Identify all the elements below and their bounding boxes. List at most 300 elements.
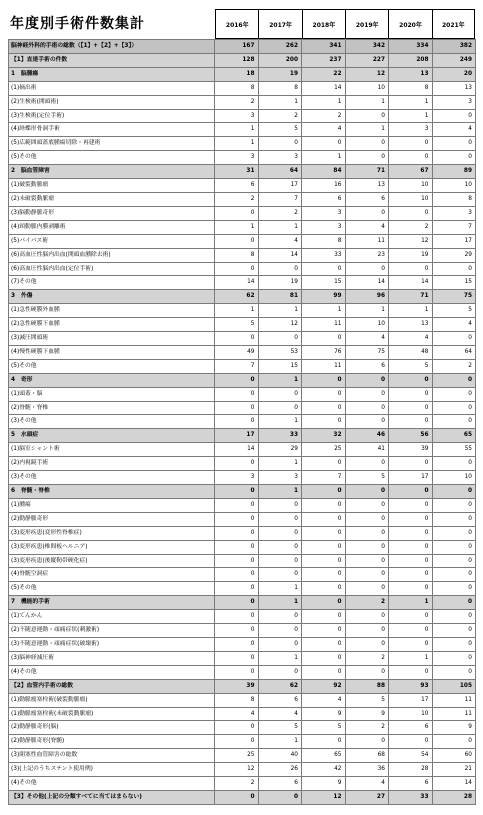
count-cell: 64 bbox=[432, 345, 476, 359]
count-cell: 0 bbox=[345, 568, 389, 582]
count-cell: 92 bbox=[302, 679, 346, 693]
count-cell: 0 bbox=[215, 262, 259, 276]
count-cell: 0 bbox=[389, 498, 433, 512]
count-cell: 32 bbox=[302, 429, 346, 443]
count-cell: 0 bbox=[432, 401, 476, 415]
count-cell: 8 bbox=[215, 248, 259, 262]
count-cell: 4 bbox=[389, 332, 433, 346]
row-label: (7)その他 bbox=[9, 276, 215, 290]
count-cell: 0 bbox=[432, 373, 476, 387]
count-cell: 13 bbox=[432, 81, 476, 95]
count-cell: 54 bbox=[389, 749, 433, 763]
count-cell: 39 bbox=[215, 679, 259, 693]
row-label: (1)動脈瘤塞栓術(破裂動脈瘤) bbox=[9, 693, 215, 707]
table-row bbox=[9, 763, 476, 777]
count-cell: 0 bbox=[345, 512, 389, 526]
count-cell: 0 bbox=[215, 610, 259, 624]
count-cell: 0 bbox=[215, 415, 259, 429]
count-cell: 64 bbox=[258, 165, 302, 179]
row-label: (3)その他 bbox=[9, 415, 215, 429]
category-row bbox=[9, 53, 476, 67]
count-cell: 14 bbox=[258, 248, 302, 262]
count-cell: 12 bbox=[258, 318, 302, 332]
count-cell: 0 bbox=[215, 332, 259, 346]
count-cell: 0 bbox=[302, 651, 346, 665]
count-cell: 0 bbox=[258, 401, 302, 415]
count-cell: 0 bbox=[302, 498, 346, 512]
count-cell: 1 bbox=[345, 95, 389, 109]
count-cell: 13 bbox=[389, 318, 433, 332]
count-cell: 0 bbox=[389, 540, 433, 554]
count-cell: 10 bbox=[345, 81, 389, 95]
count-cell: 11 bbox=[302, 359, 346, 373]
count-cell: 0 bbox=[215, 735, 259, 749]
count-cell: 0 bbox=[389, 624, 433, 638]
count-cell: 1 bbox=[258, 95, 302, 109]
count-cell: 0 bbox=[258, 262, 302, 276]
count-cell: 0 bbox=[302, 387, 346, 401]
count-cell: 262 bbox=[258, 40, 302, 54]
count-cell: 3 bbox=[258, 151, 302, 165]
table-row bbox=[9, 123, 476, 137]
table-row bbox=[9, 582, 476, 596]
count-cell: 0 bbox=[215, 624, 259, 638]
count-cell: 13 bbox=[345, 179, 389, 193]
row-label: (1)摘出術 bbox=[9, 81, 215, 95]
count-cell: 1 bbox=[389, 651, 433, 665]
count-cell: 33 bbox=[389, 790, 433, 804]
count-cell: 6 bbox=[389, 777, 433, 791]
count-cell: 1 bbox=[258, 373, 302, 387]
count-cell: 2 bbox=[345, 721, 389, 735]
count-cell: 22 bbox=[302, 67, 346, 81]
count-cell: 0 bbox=[432, 665, 476, 679]
count-cell: 0 bbox=[302, 526, 346, 540]
count-cell: 1 bbox=[258, 415, 302, 429]
row-label: (3)変形疾患(変形性脊椎症) bbox=[9, 526, 215, 540]
count-cell: 2 bbox=[258, 109, 302, 123]
row-label: (1)脳室シャント術 bbox=[9, 443, 215, 457]
count-cell: 93 bbox=[389, 679, 433, 693]
count-cell: 46 bbox=[345, 429, 389, 443]
count-cell: 0 bbox=[345, 387, 389, 401]
count-cell: 1 bbox=[258, 735, 302, 749]
count-cell: 6 bbox=[345, 359, 389, 373]
count-cell: 0 bbox=[215, 790, 259, 804]
count-cell: 105 bbox=[432, 679, 476, 693]
count-cell: 0 bbox=[345, 415, 389, 429]
count-cell: 0 bbox=[432, 610, 476, 624]
category-row bbox=[9, 679, 476, 693]
count-cell: 6 bbox=[215, 179, 259, 193]
count-cell: 0 bbox=[302, 485, 346, 499]
count-cell: 0 bbox=[432, 526, 476, 540]
count-cell: 16 bbox=[302, 179, 346, 193]
count-cell: 19 bbox=[258, 276, 302, 290]
surgery-count-sheet bbox=[8, 9, 475, 805]
count-cell: 0 bbox=[345, 554, 389, 568]
count-cell: 12 bbox=[389, 234, 433, 248]
count-cell: 1 bbox=[258, 304, 302, 318]
count-cell: 1 bbox=[258, 582, 302, 596]
count-cell: 0 bbox=[432, 596, 476, 610]
count-cell: 0 bbox=[258, 387, 302, 401]
table-row bbox=[9, 220, 476, 234]
row-label: 1 脳腫瘍 bbox=[9, 67, 215, 81]
count-cell: 0 bbox=[215, 665, 259, 679]
count-cell: 334 bbox=[389, 40, 433, 54]
count-cell: 0 bbox=[302, 457, 346, 471]
category-row bbox=[9, 373, 476, 387]
count-cell: 0 bbox=[302, 637, 346, 651]
count-cell: 39 bbox=[389, 443, 433, 457]
count-cell: 0 bbox=[258, 498, 302, 512]
count-cell: 2 bbox=[345, 596, 389, 610]
count-cell: 17 bbox=[389, 693, 433, 707]
count-cell: 41 bbox=[345, 443, 389, 457]
count-cell: 10 bbox=[389, 192, 433, 206]
count-cell: 5 bbox=[389, 359, 433, 373]
count-cell: 0 bbox=[389, 554, 433, 568]
table-row bbox=[9, 471, 476, 485]
count-cell: 0 bbox=[215, 526, 259, 540]
count-cell: 0 bbox=[258, 610, 302, 624]
count-cell: 2 bbox=[302, 109, 346, 123]
count-cell: 0 bbox=[432, 624, 476, 638]
row-label: (1)てんかん bbox=[9, 610, 215, 624]
table-row bbox=[9, 234, 476, 248]
row-label: 【2】血管内手術の総数 bbox=[9, 679, 215, 693]
category-row bbox=[9, 290, 476, 304]
count-cell: 0 bbox=[432, 540, 476, 554]
count-cell: 7 bbox=[215, 359, 259, 373]
year-header-2020: 2020年 bbox=[388, 9, 431, 39]
count-cell: 5 bbox=[345, 693, 389, 707]
count-cell: 3 bbox=[215, 151, 259, 165]
count-cell: 0 bbox=[302, 512, 346, 526]
count-cell: 75 bbox=[345, 345, 389, 359]
count-cell: 0 bbox=[345, 401, 389, 415]
count-cell: 0 bbox=[302, 332, 346, 346]
table-row bbox=[9, 179, 476, 193]
count-cell: 0 bbox=[302, 735, 346, 749]
count-cell: 1 bbox=[302, 151, 346, 165]
row-label: (2)脊髄・脊椎 bbox=[9, 401, 215, 415]
table-row bbox=[9, 192, 476, 206]
count-cell: 5 bbox=[345, 471, 389, 485]
row-label: (4)慢性硬膜下血腫 bbox=[9, 345, 215, 359]
table-row bbox=[9, 151, 476, 165]
count-cell: 15 bbox=[432, 276, 476, 290]
count-cell: 0 bbox=[258, 568, 302, 582]
count-cell: 0 bbox=[302, 401, 346, 415]
count-cell: 0 bbox=[258, 624, 302, 638]
table-row bbox=[9, 721, 476, 735]
count-cell: 9 bbox=[345, 707, 389, 721]
row-label: (4)経蝶形骨洞手術 bbox=[9, 123, 215, 137]
count-cell: 14 bbox=[215, 443, 259, 457]
count-cell: 0 bbox=[389, 151, 433, 165]
row-label: 2 脳血管障害 bbox=[9, 165, 215, 179]
count-cell: 0 bbox=[345, 485, 389, 499]
year-header-2017: 2017年 bbox=[258, 9, 301, 39]
count-cell: 1 bbox=[345, 304, 389, 318]
count-cell: 0 bbox=[258, 665, 302, 679]
count-cell: 68 bbox=[345, 749, 389, 763]
count-cell: 249 bbox=[432, 53, 476, 67]
table-row bbox=[9, 735, 476, 749]
count-cell: 0 bbox=[345, 735, 389, 749]
count-cell: 10 bbox=[432, 179, 476, 193]
count-cell: 0 bbox=[345, 498, 389, 512]
count-cell: 0 bbox=[389, 262, 433, 276]
count-cell: 0 bbox=[432, 554, 476, 568]
count-cell: 0 bbox=[258, 137, 302, 151]
table-row bbox=[9, 443, 476, 457]
count-cell: 2 bbox=[345, 651, 389, 665]
count-cell: 0 bbox=[258, 540, 302, 554]
count-cell: 6 bbox=[389, 721, 433, 735]
count-cell: 62 bbox=[215, 290, 259, 304]
count-cell: 0 bbox=[258, 790, 302, 804]
count-cell: 0 bbox=[432, 512, 476, 526]
table-row bbox=[9, 512, 476, 526]
table-row bbox=[9, 81, 476, 95]
count-cell: 29 bbox=[432, 248, 476, 262]
count-cell: 4 bbox=[215, 707, 259, 721]
table-row bbox=[9, 387, 476, 401]
count-cell: 17 bbox=[389, 471, 433, 485]
count-cell: 2 bbox=[432, 359, 476, 373]
count-cell: 0 bbox=[432, 568, 476, 582]
count-cell: 0 bbox=[302, 568, 346, 582]
year-header-2021: 2021年 bbox=[432, 9, 475, 39]
table-row bbox=[9, 95, 476, 109]
count-cell: 20 bbox=[432, 67, 476, 81]
count-cell: 1 bbox=[258, 596, 302, 610]
count-cell: 9 bbox=[432, 721, 476, 735]
count-cell: 67 bbox=[389, 165, 433, 179]
count-cell: 21 bbox=[432, 763, 476, 777]
count-cell: 0 bbox=[302, 554, 346, 568]
count-cell: 167 bbox=[215, 40, 259, 54]
count-cell: 0 bbox=[302, 137, 346, 151]
count-cell: 0 bbox=[215, 512, 259, 526]
count-cell: 12 bbox=[345, 67, 389, 81]
row-label: (2)動静脈奇形(脊髄) bbox=[9, 735, 215, 749]
count-cell: 4 bbox=[302, 693, 346, 707]
count-cell: 0 bbox=[389, 526, 433, 540]
count-cell: 10 bbox=[432, 471, 476, 485]
page-title: 年度別手術件数集計 bbox=[10, 16, 145, 32]
count-cell: 1 bbox=[215, 123, 259, 137]
count-cell: 1 bbox=[215, 220, 259, 234]
count-cell: 13 bbox=[389, 67, 433, 81]
count-cell: 0 bbox=[389, 665, 433, 679]
table-row bbox=[9, 665, 476, 679]
row-label: (4)脊髄空洞症 bbox=[9, 568, 215, 582]
count-cell: 7 bbox=[432, 220, 476, 234]
row-label: (4)頸動脈内膜剥離術 bbox=[9, 220, 215, 234]
table-row bbox=[9, 345, 476, 359]
count-cell: 15 bbox=[258, 359, 302, 373]
count-cell: 0 bbox=[432, 387, 476, 401]
row-label: (2)動静脈奇形 bbox=[9, 512, 215, 526]
count-cell: 0 bbox=[345, 637, 389, 651]
count-cell: 200 bbox=[258, 53, 302, 67]
count-cell: 0 bbox=[389, 457, 433, 471]
table-row bbox=[9, 637, 476, 651]
table-row bbox=[9, 206, 476, 220]
count-cell: 0 bbox=[258, 512, 302, 526]
count-cell: 11 bbox=[432, 693, 476, 707]
count-cell: 88 bbox=[345, 679, 389, 693]
count-cell: 341 bbox=[302, 40, 346, 54]
row-label: (1)破裂動脈瘤 bbox=[9, 179, 215, 193]
row-label: (3)(上記のうちステント使用例) bbox=[9, 763, 215, 777]
count-cell: 0 bbox=[432, 332, 476, 346]
count-cell: 2 bbox=[215, 777, 259, 791]
table-row bbox=[9, 777, 476, 791]
count-cell: 0 bbox=[389, 415, 433, 429]
count-cell: 53 bbox=[258, 345, 302, 359]
count-cell: 1 bbox=[258, 651, 302, 665]
row-label: (5)その他 bbox=[9, 359, 215, 373]
count-cell: 6 bbox=[302, 192, 346, 206]
table-row bbox=[9, 651, 476, 665]
count-cell: 0 bbox=[215, 596, 259, 610]
count-cell: 15 bbox=[302, 276, 346, 290]
count-cell: 49 bbox=[215, 345, 259, 359]
count-cell: 89 bbox=[432, 165, 476, 179]
count-cell: 0 bbox=[258, 554, 302, 568]
count-cell: 17 bbox=[432, 234, 476, 248]
count-cell: 8 bbox=[302, 234, 346, 248]
count-cell: 0 bbox=[345, 109, 389, 123]
count-cell: 3 bbox=[389, 123, 433, 137]
count-cell: 17 bbox=[215, 429, 259, 443]
count-cell: 26 bbox=[258, 763, 302, 777]
count-cell: 31 bbox=[215, 165, 259, 179]
count-cell: 0 bbox=[345, 610, 389, 624]
count-cell: 7 bbox=[258, 192, 302, 206]
table-row bbox=[9, 457, 476, 471]
count-cell: 7 bbox=[302, 471, 346, 485]
count-cell: 3 bbox=[258, 471, 302, 485]
table-row bbox=[9, 276, 476, 290]
count-cell: 17 bbox=[258, 179, 302, 193]
count-cell: 1 bbox=[302, 95, 346, 109]
count-cell: 1 bbox=[389, 95, 433, 109]
count-cell: 0 bbox=[389, 137, 433, 151]
count-cell: 2 bbox=[258, 206, 302, 220]
count-cell: 0 bbox=[215, 540, 259, 554]
count-cell: 1 bbox=[302, 304, 346, 318]
row-label: (3)脳神経減圧術 bbox=[9, 651, 215, 665]
row-label: (2)動静脈奇形(脳) bbox=[9, 721, 215, 735]
count-cell: 0 bbox=[215, 373, 259, 387]
row-label: (1)急性硬膜外血腫 bbox=[9, 304, 215, 318]
grand-total-row bbox=[9, 40, 476, 54]
row-label: (1)頭蓋・脳 bbox=[9, 387, 215, 401]
category-row bbox=[9, 165, 476, 179]
count-cell: 4 bbox=[258, 707, 302, 721]
count-cell: 23 bbox=[345, 248, 389, 262]
count-cell: 5 bbox=[258, 721, 302, 735]
table-row bbox=[9, 526, 476, 540]
count-cell: 0 bbox=[345, 665, 389, 679]
count-cell: 56 bbox=[389, 429, 433, 443]
count-cell: 60 bbox=[432, 749, 476, 763]
count-cell: 0 bbox=[215, 554, 259, 568]
table-row bbox=[9, 568, 476, 582]
table-row bbox=[9, 624, 476, 638]
count-cell: 4 bbox=[345, 777, 389, 791]
count-cell: 48 bbox=[389, 345, 433, 359]
count-cell: 10 bbox=[389, 707, 433, 721]
count-cell: 0 bbox=[432, 582, 476, 596]
table-row bbox=[9, 332, 476, 346]
count-cell: 0 bbox=[215, 457, 259, 471]
row-label: (3)不随意運動・頑痛症状(破壊術) bbox=[9, 637, 215, 651]
count-cell: 0 bbox=[432, 457, 476, 471]
count-cell: 5 bbox=[432, 304, 476, 318]
row-label: (1)腫瘍 bbox=[9, 498, 215, 512]
count-cell: 0 bbox=[432, 262, 476, 276]
count-cell: 2 bbox=[215, 95, 259, 109]
count-cell: 99 bbox=[302, 290, 346, 304]
table-row bbox=[9, 401, 476, 415]
count-cell: 4 bbox=[345, 332, 389, 346]
table-row bbox=[9, 498, 476, 512]
count-cell: 1 bbox=[215, 304, 259, 318]
count-cell: 8 bbox=[432, 192, 476, 206]
count-cell: 14 bbox=[345, 276, 389, 290]
count-cell: 96 bbox=[345, 290, 389, 304]
count-cell: 237 bbox=[302, 53, 346, 67]
table-row bbox=[9, 693, 476, 707]
count-cell: 4 bbox=[345, 220, 389, 234]
count-cell: 1 bbox=[389, 109, 433, 123]
row-label: (3)変形疾患(椎間板ヘルニア) bbox=[9, 540, 215, 554]
count-cell: 1 bbox=[258, 220, 302, 234]
count-cell: 62 bbox=[258, 679, 302, 693]
row-label: (6)高血圧性脳内出血(定位手術) bbox=[9, 262, 215, 276]
count-cell: 0 bbox=[302, 415, 346, 429]
count-cell: 29 bbox=[258, 443, 302, 457]
count-cell: 19 bbox=[389, 248, 433, 262]
row-label: (1)動脈瘤塞栓術(未破裂動脈瘤) bbox=[9, 707, 215, 721]
count-cell: 208 bbox=[389, 53, 433, 67]
count-cell: 28 bbox=[432, 790, 476, 804]
count-cell: 6 bbox=[258, 693, 302, 707]
count-cell: 0 bbox=[345, 373, 389, 387]
count-cell: 0 bbox=[432, 637, 476, 651]
count-cell: 8 bbox=[389, 81, 433, 95]
count-cell: 0 bbox=[302, 610, 346, 624]
count-cell: 0 bbox=[345, 262, 389, 276]
row-label: 【1】直達手術の件数 bbox=[9, 53, 215, 67]
count-cell: 1 bbox=[345, 123, 389, 137]
count-cell: 14 bbox=[432, 777, 476, 791]
count-cell: 0 bbox=[302, 540, 346, 554]
count-cell: 0 bbox=[389, 485, 433, 499]
count-cell: 0 bbox=[345, 624, 389, 638]
count-cell: 0 bbox=[389, 735, 433, 749]
row-label: (3)減圧開頭術 bbox=[9, 332, 215, 346]
count-cell: 0 bbox=[302, 665, 346, 679]
surgery-count-table bbox=[8, 39, 476, 805]
